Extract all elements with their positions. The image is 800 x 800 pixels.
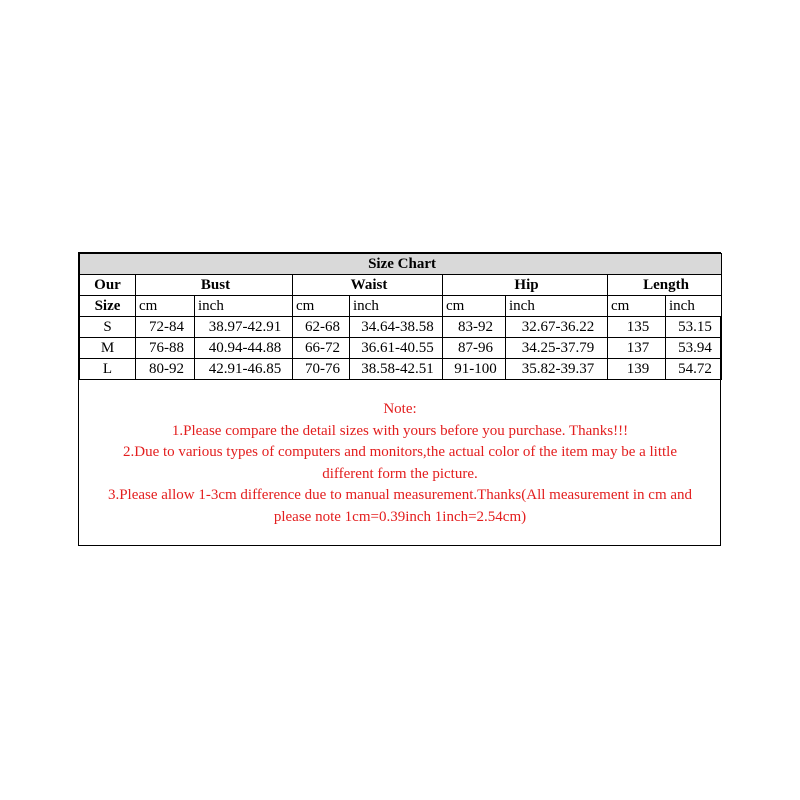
length-header: Length: [608, 275, 722, 296]
our-header: Our: [80, 275, 136, 296]
table-cell: 135: [608, 317, 666, 338]
note-heading: Note:: [383, 401, 417, 417]
size-label: S: [80, 317, 136, 338]
table-cell: 54.72: [666, 359, 722, 380]
hip-header: Hip: [443, 275, 608, 296]
table-cell: 83-92: [443, 317, 506, 338]
size-chart: [78, 252, 721, 546]
table-row: [80, 359, 722, 380]
bust-header: Bust: [136, 275, 293, 296]
table-cell: 36.61-40.55: [350, 338, 443, 359]
table-cell: 139: [608, 359, 666, 380]
size-label: M: [80, 338, 136, 359]
unit-label: inch: [506, 296, 608, 317]
table-cell: 76-88: [136, 338, 195, 359]
table-cell: 42.91-46.85: [195, 359, 293, 380]
table-cell: 87-96: [443, 338, 506, 359]
table-cell: 34.25-37.79: [506, 338, 608, 359]
size-table: [79, 253, 722, 380]
table-cell: 34.64-38.58: [350, 317, 443, 338]
unit-label: cm: [136, 296, 195, 317]
title-row: [80, 254, 722, 275]
table-title: Size Chart: [80, 254, 722, 275]
note-line: 3.Please allow 1-3cm difference due to manual measurement.Thanks(All measurement in cm and: [107, 487, 693, 503]
table-cell: 53.15: [666, 317, 722, 338]
unit-label: inch: [350, 296, 443, 317]
table-cell: 38.58-42.51: [350, 359, 443, 380]
size-label: L: [80, 359, 136, 380]
note-line: different form the picture.: [322, 465, 478, 482]
unit-label: inch: [195, 296, 293, 317]
note-line: 1.Please compare the detail sizes with yours before you purchase. Thanks!!!: [171, 422, 629, 439]
unit-label: cm: [608, 296, 666, 317]
table-cell: 66-72: [293, 338, 350, 359]
unit-label: cm: [293, 296, 350, 317]
unit-label: cm: [443, 296, 506, 317]
notes-section: [79, 399, 721, 528]
table-row: [80, 338, 722, 359]
waist-header: Waist: [293, 275, 443, 296]
note-line: please note 1cm=0.39inch 1inch=2.54cm): [273, 508, 527, 525]
table-cell: 80-92: [136, 359, 195, 380]
unit-header-row: [80, 296, 722, 317]
table-cell: 72-84: [136, 317, 195, 338]
table-row: [80, 317, 722, 338]
table-cell: 40.94-44.88: [195, 338, 293, 359]
note-line: 2.Due to various types of computers and monitors,the actual color of the item may be a little: [122, 444, 678, 460]
group-header-row: [80, 275, 722, 296]
unit-label: inch: [666, 296, 722, 317]
table-cell: 62-68: [293, 317, 350, 338]
table-cell: 70-76: [293, 359, 350, 380]
table-cell: 91-100: [443, 359, 506, 380]
table-cell: 32.67-36.22: [506, 317, 608, 338]
size-header: Size: [80, 296, 136, 317]
table-cell: 53.94: [666, 338, 722, 359]
table-cell: 38.97-42.91: [195, 317, 293, 338]
table-cell: 137: [608, 338, 666, 359]
table-cell: 35.82-39.37: [506, 359, 608, 380]
